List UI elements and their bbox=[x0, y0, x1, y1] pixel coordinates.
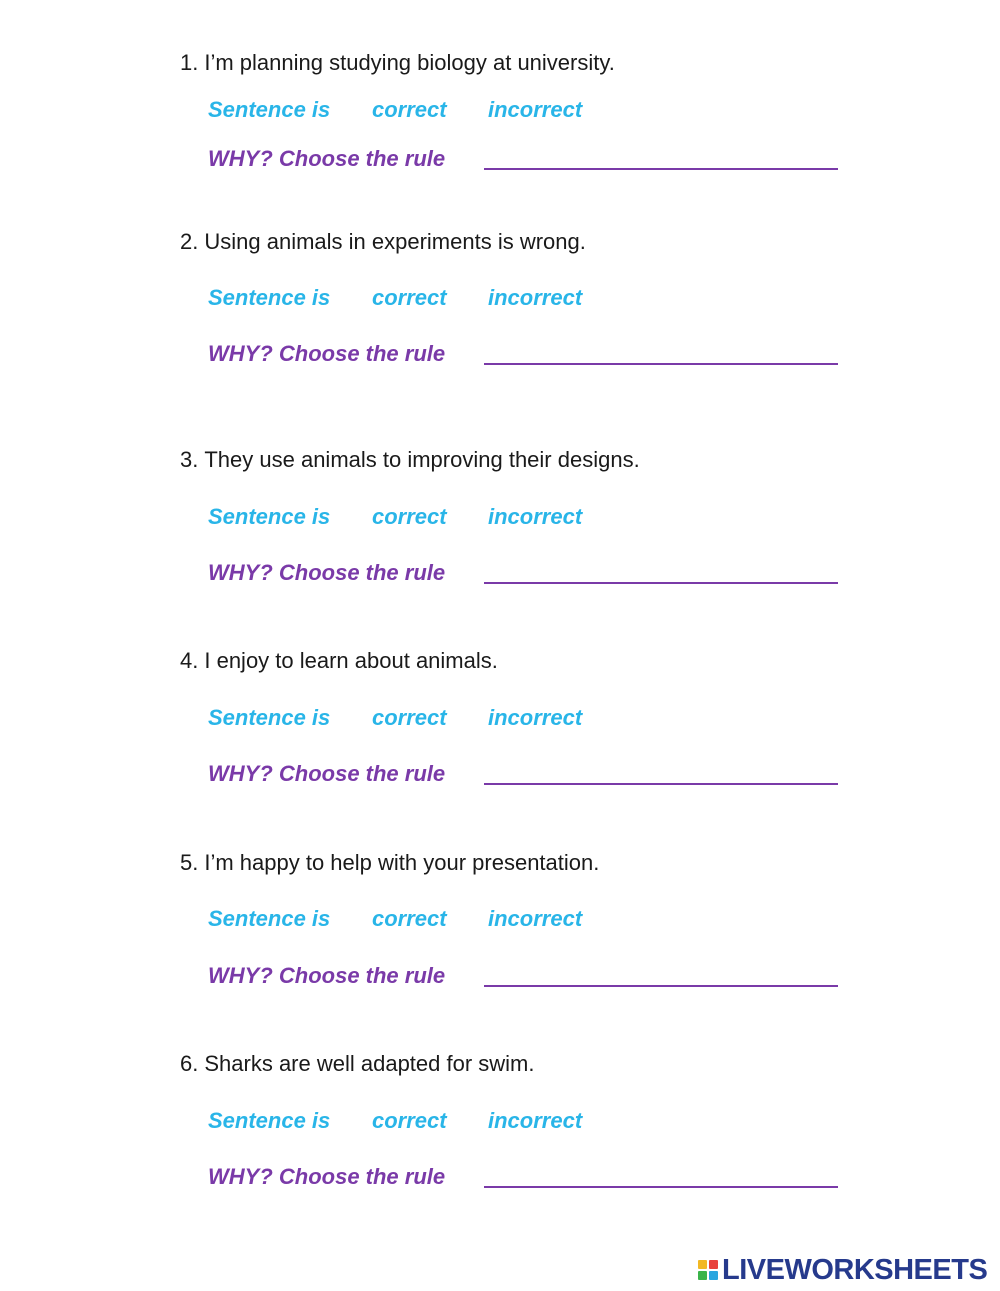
option-incorrect[interactable]: incorrect bbox=[488, 906, 583, 931]
choice-row bbox=[208, 1108, 582, 1134]
question-sentence bbox=[180, 50, 615, 76]
option-correct[interactable]: correct bbox=[372, 97, 447, 122]
question-sentence bbox=[180, 850, 599, 876]
question-sentence bbox=[180, 229, 586, 255]
rule-answer-blank[interactable] bbox=[484, 783, 838, 785]
liveworksheets-logo-icon bbox=[698, 1260, 718, 1280]
rule-answer-blank[interactable] bbox=[484, 363, 838, 365]
question-number: 5. bbox=[180, 850, 199, 875]
question-number: 4. bbox=[180, 648, 199, 673]
why-row bbox=[208, 963, 445, 989]
option-correct[interactable]: correct bbox=[372, 504, 447, 529]
sentence-is-label: Sentence is bbox=[208, 285, 331, 310]
sentence-is-label: Sentence is bbox=[208, 906, 331, 931]
question-text: I’m happy to help with your presentation. bbox=[204, 850, 600, 875]
option-incorrect[interactable]: incorrect bbox=[488, 97, 583, 122]
question-sentence bbox=[180, 648, 498, 674]
question-sentence bbox=[180, 447, 640, 473]
choice-row bbox=[208, 97, 582, 123]
choice-row bbox=[208, 906, 582, 932]
why-label: WHY? Choose the rule bbox=[208, 146, 446, 171]
rule-answer-blank[interactable] bbox=[484, 168, 838, 170]
question-number: 1. bbox=[180, 50, 199, 75]
why-label: WHY? Choose the rule bbox=[208, 761, 446, 786]
choice-row bbox=[208, 705, 582, 731]
option-correct[interactable]: correct bbox=[372, 1108, 447, 1133]
option-incorrect[interactable]: incorrect bbox=[488, 285, 583, 310]
option-correct[interactable]: correct bbox=[372, 906, 447, 931]
question-text: I enjoy to learn about animals. bbox=[204, 648, 498, 673]
option-incorrect[interactable]: incorrect bbox=[488, 1108, 583, 1133]
sentence-is-label: Sentence is bbox=[208, 1108, 331, 1133]
question-text: I’m planning studying biology at university. bbox=[204, 50, 615, 75]
choice-row bbox=[208, 285, 582, 311]
question-number: 6. bbox=[180, 1051, 199, 1076]
rule-answer-blank[interactable] bbox=[484, 985, 838, 987]
question-text: They use animals to improving their designs. bbox=[204, 447, 640, 472]
why-label: WHY? Choose the rule bbox=[208, 1164, 446, 1189]
option-incorrect[interactable]: incorrect bbox=[488, 705, 583, 730]
rule-answer-blank[interactable] bbox=[484, 582, 838, 584]
sentence-is-label: Sentence is bbox=[208, 705, 331, 730]
why-row bbox=[208, 341, 445, 367]
why-label: WHY? Choose the rule bbox=[208, 560, 446, 585]
sentence-is-label: Sentence is bbox=[208, 97, 331, 122]
option-correct[interactable]: correct bbox=[372, 705, 447, 730]
logo-wordmark: LIVEWORKSHEETS bbox=[722, 1253, 988, 1286]
option-correct[interactable]: correct bbox=[372, 285, 447, 310]
why-row bbox=[208, 560, 445, 586]
question-sentence bbox=[180, 1051, 535, 1077]
why-label: WHY? Choose the rule bbox=[208, 341, 446, 366]
question-text: Using animals in experiments is wrong. bbox=[204, 229, 586, 254]
why-row bbox=[208, 146, 445, 172]
why-row bbox=[208, 1164, 445, 1190]
why-row bbox=[208, 761, 445, 787]
option-incorrect[interactable]: incorrect bbox=[488, 504, 583, 529]
question-number: 2. bbox=[180, 229, 199, 254]
question-text: Sharks are well adapted for swim. bbox=[204, 1051, 535, 1076]
choice-row bbox=[208, 504, 582, 530]
question-number: 3. bbox=[180, 447, 199, 472]
sentence-is-label: Sentence is bbox=[208, 504, 331, 529]
rule-answer-blank[interactable] bbox=[484, 1186, 838, 1188]
liveworksheets-logo bbox=[698, 1255, 987, 1285]
why-label: WHY? Choose the rule bbox=[208, 963, 446, 988]
